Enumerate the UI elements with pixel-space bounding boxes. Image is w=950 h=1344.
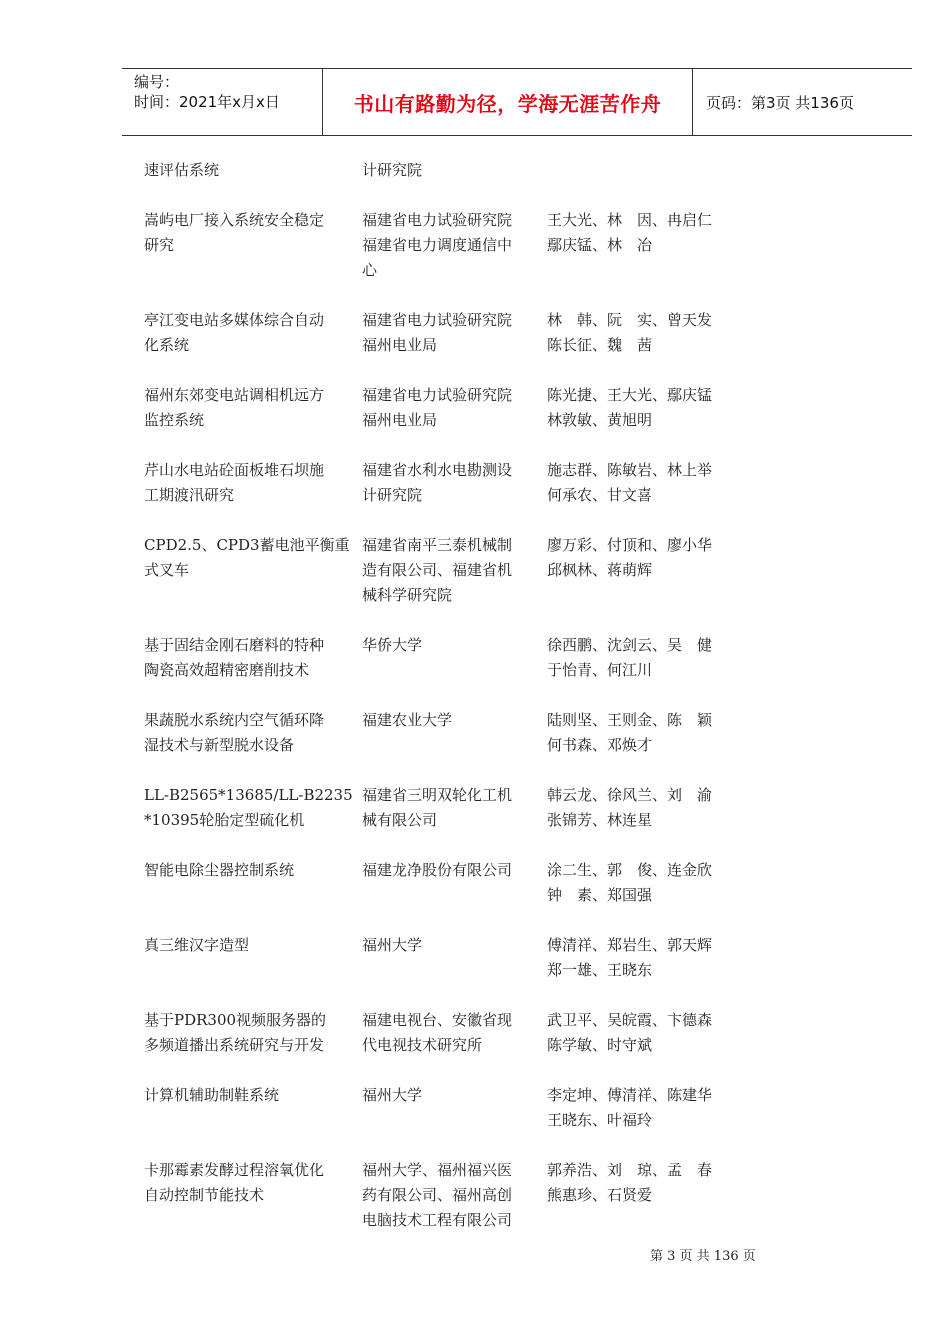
table-row (144, 533, 737, 608)
contributors-line: 徐西鹏、沈剑云、吴 健 (547, 636, 713, 654)
contributors-line: 陈长征、魏 茜 (547, 336, 653, 354)
project-title-cell (144, 633, 362, 683)
contributors-line: 张锦芳、林连星 (547, 811, 653, 829)
project-title-line: 计算机辅助制鞋系统 (144, 1086, 280, 1104)
contributors-cell (547, 383, 737, 433)
project-title-cell (144, 208, 362, 283)
table-row (144, 1158, 737, 1233)
project-title-cell (144, 1158, 362, 1233)
organization-line: 械科学研究院 (362, 586, 453, 604)
organization-cell (362, 708, 547, 758)
project-title-line: 智能电除尘器控制系统 (144, 861, 295, 879)
contributors-line: 林敦敏、黄旭明 (547, 411, 653, 429)
table-row (144, 633, 737, 683)
project-title-line: 陶瓷高效超精密磨削技术 (144, 661, 310, 679)
table-row (144, 783, 737, 833)
header-slogan: 书山有路勤为径，学海无涯苦作舟 (353, 91, 662, 116)
contributors-line: 韩云龙、徐风兰、刘 渝 (547, 786, 713, 804)
contributors-line: 钟 素、郑国强 (547, 886, 653, 904)
table-row (144, 1083, 737, 1133)
project-title-line: 监控系统 (144, 411, 205, 429)
table-row (144, 708, 737, 758)
document-number-label: 编号： (134, 73, 180, 91)
contributors-line: 王大光、林 因、冉启仁 (547, 211, 713, 229)
table-row (144, 208, 737, 283)
contributors-line: 王晓东、叶福玲 (547, 1111, 653, 1129)
organization-line: 代电视技术研究所 (362, 1036, 483, 1054)
organization-line: 福建省三明双轮化工机 (362, 786, 513, 804)
organization-line: 福建省电力试验研究院 (362, 211, 513, 229)
organization-line: 计研究院 (362, 161, 423, 179)
project-title-line: 式叉车 (144, 561, 190, 579)
table-row (144, 858, 737, 908)
organization-line: 福建省电力调度通信中 (362, 236, 513, 254)
project-title-line: 真三维汉字造型 (144, 936, 250, 954)
organization-cell (362, 383, 547, 433)
project-title-cell (144, 933, 362, 983)
contributors-cell (547, 1083, 737, 1133)
project-title-line: *10395轮胎定型硫化机 (144, 811, 305, 829)
table-row (144, 1008, 737, 1058)
organization-cell (362, 1158, 547, 1233)
organization-line: 华侨大学 (362, 636, 423, 654)
organization-line: 福州大学 (362, 936, 423, 954)
organization-cell (362, 1008, 547, 1058)
contributors-line: 施志群、陈敏岩、林上举 (547, 461, 713, 479)
organization-line: 福州电业局 (362, 411, 438, 429)
organization-cell (362, 158, 547, 183)
project-title-cell (144, 783, 362, 833)
organization-line: 福建省电力试验研究院 (362, 311, 513, 329)
footer-page-number: 第 3 页 共 136 页 (650, 1249, 756, 1264)
contributors-line: 武卫平、吴皖霞、卞德森 (547, 1011, 713, 1029)
contributors-cell (547, 633, 737, 683)
organization-line: 电脑技术工程有限公司 (362, 1211, 513, 1229)
organization-line: 心 (362, 261, 378, 279)
organization-cell (362, 1083, 547, 1133)
contributors-line: 李定坤、傅清祥、陈建华 (547, 1086, 713, 1104)
project-title-cell (144, 858, 362, 908)
project-title-cell (144, 158, 362, 183)
project-title-cell (144, 383, 362, 433)
table-row (144, 933, 737, 983)
organization-cell (362, 308, 547, 358)
project-title-cell (144, 1083, 362, 1133)
project-title-line: 果蔬脱水系统内空气循环降 (144, 711, 325, 729)
contributors-line: 廖万彩、付顶和、廖小华 (547, 536, 713, 554)
contributors-line: 熊惠珍、石贤爱 (547, 1186, 653, 1204)
organization-line: 计研究院 (362, 486, 423, 504)
project-title-line: CPD2.5、CPD3蓄电池平衡重 (144, 536, 350, 554)
project-title-line: 化系统 (144, 336, 190, 354)
organization-line: 药有限公司、福州高创 (362, 1186, 513, 1204)
contributors-line: 郑一雄、王晓东 (547, 961, 653, 979)
project-title-line: LL-B2565*13685/LL-B2235 (144, 786, 353, 804)
contributors-cell (547, 458, 737, 508)
organization-line: 械有限公司 (362, 811, 438, 829)
contributors-line: 于怡青、何江川 (547, 661, 653, 679)
project-title-cell (144, 458, 362, 508)
organization-line: 造有限公司、福建省机 (362, 561, 513, 579)
project-title-line: 福州东郊变电站调相机远方 (144, 386, 325, 404)
contributors-cell (547, 208, 737, 283)
organization-line: 福建龙净股份有限公司 (362, 861, 513, 879)
project-title-line: 芹山水电站砼面板堆石坝施 (144, 461, 325, 479)
organization-cell (362, 783, 547, 833)
contributors-line: 何承农、甘文喜 (547, 486, 653, 504)
contributors-line: 傅清祥、郑岩生、郭天辉 (547, 936, 713, 954)
table-row (144, 158, 737, 183)
organization-line: 福州电业局 (362, 336, 438, 354)
organization-line: 福州大学、福州福兴医 (362, 1161, 513, 1179)
project-title-line: 卡那霉素发酵过程溶氧优化 (144, 1161, 325, 1179)
project-title-line: 工期渡汛研究 (144, 486, 235, 504)
contributors-line: 林 韩、阮 实、曾天发 (547, 311, 713, 329)
table-row (144, 383, 737, 433)
project-title-cell (144, 708, 362, 758)
contributors-cell (547, 158, 737, 183)
project-title-line: 湿技术与新型脱水设备 (144, 736, 295, 754)
contributors-line: 邱枫林、蒋萌辉 (547, 561, 653, 579)
contributors-line: 何书森、邓焕才 (547, 736, 653, 754)
organization-cell (362, 458, 547, 508)
table-row (144, 458, 737, 508)
header-meta (122, 69, 322, 135)
contributors-line: 陆则坚、王则金、陈 颖 (547, 711, 713, 729)
organization-cell (362, 933, 547, 983)
organization-cell (362, 533, 547, 608)
organization-line: 福建省电力试验研究院 (362, 386, 513, 404)
document-time-label: 时间：2021年x月x日 (134, 93, 280, 111)
organization-line: 福建省南平三泰机械制 (362, 536, 513, 554)
contributors-line: 鄢庆锰、林 冶 (547, 236, 653, 254)
organization-line: 福建农业大学 (362, 711, 453, 729)
project-title-line: 速评估系统 (144, 161, 220, 179)
project-title-cell (144, 533, 362, 608)
organization-line: 福建电视台、安徽省现 (362, 1011, 513, 1029)
project-title-line: 基于固结金刚石磨料的特种 (144, 636, 325, 654)
project-title-line: 嵩屿电厂接入系统安全稳定 (144, 211, 325, 229)
contributors-cell (547, 933, 737, 983)
project-title-cell (144, 308, 362, 358)
contributors-line: 陈学敏、时守斌 (547, 1036, 653, 1054)
contributors-cell (547, 1008, 737, 1058)
page-header (122, 68, 912, 136)
project-title-line: 多频道播出系统研究与开发 (144, 1036, 325, 1054)
contributors-cell (547, 783, 737, 833)
contributors-cell (547, 533, 737, 608)
header-page-label: 页码：第3页 共136页 (706, 93, 854, 112)
contributors-cell (547, 308, 737, 358)
project-title-line: 研究 (144, 236, 175, 254)
header-divider-right (692, 69, 693, 135)
contributors-line: 郭养浩、刘 琼、孟 春 (547, 1161, 713, 1179)
organization-line: 福州大学 (362, 1086, 423, 1104)
organization-cell (362, 633, 547, 683)
table-row (144, 308, 737, 358)
contributors-line: 涂二生、郭 俊、连金欣 (547, 861, 713, 879)
project-title-line: 基于PDR300视频服务器的 (144, 1011, 327, 1029)
organization-cell (362, 208, 547, 283)
contributors-line: 陈光捷、王大光、鄢庆锰 (547, 386, 713, 404)
project-title-line: 亭江变电站多媒体综合自动 (144, 311, 325, 329)
project-title-cell (144, 1008, 362, 1058)
project-title-line: 自动控制节能技术 (144, 1186, 265, 1204)
organization-line: 福建省水利水电勘测设 (362, 461, 513, 479)
organization-cell (362, 858, 547, 908)
contributors-cell (547, 1158, 737, 1233)
contributors-cell (547, 858, 737, 908)
contributors-cell (547, 708, 737, 758)
